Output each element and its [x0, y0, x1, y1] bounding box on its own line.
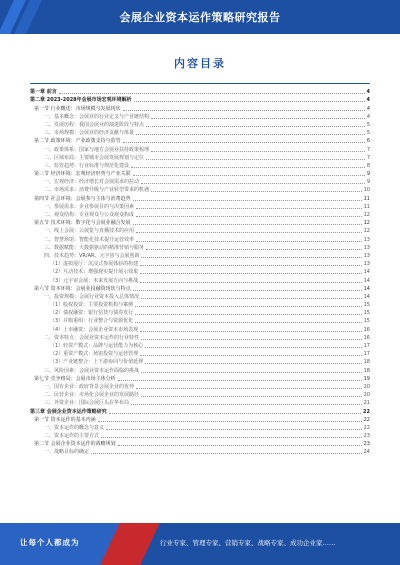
toc-entry[interactable]: [30, 398, 370, 406]
toc-page-number: 13: [363, 252, 370, 259]
toc-page-number: 5: [366, 121, 370, 128]
toc-entry[interactable]: [30, 120, 370, 128]
toc-page-number: 18: [363, 367, 370, 374]
toc-page-number: 11: [363, 203, 370, 210]
toc-page-number: 22: [363, 408, 370, 415]
toc-leader-dots: [106, 429, 362, 430]
toc-page-number: 9: [366, 179, 370, 186]
toc-leader-dots: [59, 93, 365, 94]
toc-page-number: 15: [363, 302, 370, 309]
toc-leader-dots: [91, 453, 362, 454]
toc-entry[interactable]: [30, 415, 370, 423]
toc-leader-dots: [140, 331, 361, 332]
toc-leader-dots: [145, 347, 361, 348]
toc-entry[interactable]: [30, 210, 370, 218]
toc-leader-dots: [131, 167, 365, 168]
toc-divider: [30, 83, 370, 84]
report-title: 会展企业资本运作策略研究报告: [119, 11, 281, 24]
toc-leader-dots: [140, 355, 361, 356]
toc-entry-text: （1）股权投资：主要投资机构与案例: [50, 302, 134, 309]
toc-leader-dots: [140, 273, 361, 274]
toc-leader-dots: [145, 363, 361, 364]
toc-entry[interactable]: [30, 185, 370, 193]
toc-page-number: 10: [363, 187, 370, 194]
toc-entry[interactable]: [30, 292, 370, 300]
toc-entry[interactable]: [30, 349, 370, 357]
toc-entry-text: 第一章 前言: [30, 89, 57, 96]
toc-entry[interactable]: [30, 193, 370, 201]
page-footer: [0, 523, 400, 565]
toc-leader-dots: [141, 298, 362, 299]
toc-entry-text: 一、参展需求：企业参展目的与决策因素: [44, 203, 135, 210]
toc-entry-text: 第六节 资本环境：会展业投融资现状与特点: [34, 285, 131, 292]
toc-page-number: 22: [363, 416, 370, 423]
toc-leader-dots: [135, 314, 361, 315]
toc-page-number: 24: [363, 449, 370, 456]
toc-heading: 内容目录: [174, 57, 226, 70]
toc-entry[interactable]: [30, 275, 370, 283]
toc-entry[interactable]: [30, 447, 370, 455]
toc-page-number: 12: [363, 220, 370, 227]
table-of-contents: [30, 87, 370, 455]
toc-entry-text: 第二节 政策环境：产业政策支持与监管: [34, 138, 121, 145]
toc-entry-text: 第一节 行业概述：市场规模与发展现状: [34, 105, 121, 112]
toc-entry-text: 二、资本特点：会展业资本运作的行业特性: [44, 334, 140, 341]
toc-page-number: 17: [363, 351, 370, 358]
toc-page-number: 16: [363, 326, 370, 333]
toc-entry-text: 一、资本运作的概念与意义: [44, 424, 105, 431]
toc-entry[interactable]: [30, 202, 370, 210]
toc-entry[interactable]: [30, 161, 370, 169]
toc-entry-text: 三、监管趋势：行业标准与规范化建设: [44, 162, 130, 169]
toc-entry-text: 第二章 2023-2028年会展市场宏观环境解析: [30, 97, 132, 104]
toc-page-number: 14: [363, 285, 370, 292]
toc-page-number: 20: [363, 392, 370, 399]
toc-entry[interactable]: [30, 259, 370, 267]
toc-leader-dots: [136, 216, 362, 217]
toc-leader-dots: [135, 306, 361, 307]
toc-entry[interactable]: [30, 144, 370, 152]
toc-entry[interactable]: [30, 284, 370, 292]
toc-entry[interactable]: [30, 390, 370, 398]
toc-page-number: 22: [363, 424, 370, 431]
toc-entry[interactable]: [30, 87, 370, 95]
toc-page-number: 20: [363, 383, 370, 390]
toc-entry[interactable]: [30, 234, 370, 242]
toc-page-number: 5: [366, 130, 370, 137]
toc-leader-dots: [141, 183, 365, 184]
toc-page-number: 13: [363, 261, 370, 268]
toc-entry-text: 第三章 会展企业资本运作策略研究: [30, 408, 107, 415]
toc-entry[interactable]: [30, 365, 370, 373]
toc-entry-text: （3）产业链整合：上下游协同与价值延伸: [50, 359, 144, 366]
toc-page-number: 14: [363, 293, 370, 300]
toc-entry[interactable]: [30, 153, 370, 161]
toc-entry-text: （3）并购重组：行业整合与资源优化: [50, 318, 134, 325]
toc-page-number: 7: [366, 154, 370, 161]
toc-page-number: 16: [363, 334, 370, 341]
toc-leader-dots: [151, 191, 362, 192]
toc-leader-dots: [118, 380, 362, 381]
toc-entry-text: 一、基本概念：会展业的行业定义与产业链结构: [44, 113, 150, 120]
toc-entry[interactable]: [30, 177, 370, 185]
toc-leader-dots: [151, 118, 365, 119]
toc-leader-dots: [98, 421, 362, 422]
toc-page-number: 23: [363, 433, 370, 440]
footer-tags: 行业专家、管理专家、营销专家、战略专家、成功企业家……: [160, 539, 336, 547]
page-header: [0, 0, 400, 34]
toc-entry-text: （1）轻资产模式：品牌与运营能力为核心: [50, 343, 144, 349]
toc-page-number: 12: [363, 212, 370, 218]
toc-entry-text: 三、外资企业：国际会展巨头在华布局: [44, 400, 130, 407]
toc-leader-dots: [146, 126, 365, 127]
toc-entry-text: 一、宏观经济：经济增长对会展需求的拉动: [44, 179, 140, 186]
toc-page-number: 4: [366, 113, 370, 120]
toc-entry[interactable]: [30, 251, 370, 259]
toc-entry[interactable]: [30, 357, 370, 365]
toc-entry-text: 第四节 社会环境：会展参与主体与消费趋势: [34, 195, 131, 202]
toc-entry-text: 一、政策体系：国家与地方会展业扶持政策梳理: [44, 146, 150, 153]
toc-leader-dots: [136, 232, 362, 233]
toc-leader-dots: [136, 241, 362, 242]
toc-leader-dots: [141, 372, 362, 373]
toc-page-number: 4: [366, 105, 370, 112]
toc-leader-dots: [123, 110, 365, 111]
toc-page-number: 21: [363, 400, 370, 407]
toc-page-number: 9: [366, 171, 370, 178]
toc-leader-dots: [101, 437, 362, 438]
toc-entry-text: （2）债权融资：银行信贷与债券发行: [50, 310, 134, 317]
toc-entry-text: 一、线上会展：云展览与直播技术的应用: [44, 228, 135, 235]
toc-page-number: 19: [363, 375, 370, 382]
toc-leader-dots: [141, 339, 362, 340]
toc-entry[interactable]: [30, 333, 370, 341]
toc-leader-dots: [140, 265, 361, 266]
toc-entry[interactable]: [30, 439, 370, 447]
toc-entry-text: 二、智慧场馆：智能化技术提升运营效率: [44, 236, 135, 243]
toc-leader-dots: [135, 322, 361, 323]
toc-page-number: 6: [366, 138, 370, 145]
toc-entry[interactable]: [30, 406, 370, 414]
toc-page-number: 15: [363, 318, 370, 325]
toc-entry[interactable]: [30, 128, 370, 136]
toc-entry[interactable]: [30, 95, 370, 103]
toc-entry[interactable]: [30, 169, 370, 177]
toc-page-number: 15: [363, 310, 370, 317]
toc-leader-dots: [151, 151, 365, 152]
toc-entry-text: 二、民营企业：市场化会展企业的发展路径: [44, 392, 140, 399]
toc-page-number: 17: [363, 343, 370, 349]
toc-leader-dots: [133, 175, 365, 176]
toc-entry-text: 三、风险因素：会展业资本运作面临的挑战: [44, 367, 140, 374]
toc-entry[interactable]: [30, 112, 370, 120]
toc-entry-text: 第一节 资本运作的基本内涵: [34, 416, 96, 423]
toc-leader-dots: [123, 142, 365, 143]
toc-entry-text: （2）重资产模式：场馆投资与运营管理: [50, 351, 139, 358]
toc-entry-text: 二、观众结构：专业观众与公众观众构成: [44, 212, 135, 218]
toc-entry-text: 二、区域布局：主要城市会展发展规划与定位: [44, 154, 145, 161]
toc-leader-dots: [136, 208, 362, 209]
toc-page-number: 18: [363, 359, 370, 366]
toc-entry-text: 第七节 竞争格局：会展市场主体分析: [34, 375, 116, 382]
toc-page-number: 12: [363, 228, 370, 235]
toc-entry-text: （1）虚拟展厅：沉浸式参展体验的构建: [50, 261, 139, 268]
toc-entry[interactable]: [30, 316, 370, 324]
toc-leader-dots: [136, 388, 362, 389]
toc-entry-text: 二、发展历程：我国会展业的演进阶段与特点: [44, 121, 145, 128]
toc-page-number: 8: [366, 162, 370, 169]
toc-leader-dots: [133, 224, 362, 225]
toc-entry[interactable]: [30, 382, 370, 390]
toc-entry[interactable]: [30, 341, 370, 349]
toc-page-number: 11: [363, 195, 370, 202]
toc-leader-dots: [146, 159, 365, 160]
toc-entry[interactable]: [30, 218, 370, 226]
toc-entry-text: 二、市场需求：消费升级与产业转型带来的机遇: [44, 187, 150, 194]
toc-entry[interactable]: [30, 374, 370, 382]
toc-entry[interactable]: [30, 300, 370, 308]
toc-leader-dots: [118, 445, 362, 446]
toc-entry-text: 第三节 经济环境：宏观经济形势与产业关联: [34, 171, 131, 178]
toc-entry-text: （2）互动技术：增强现实提升展示效果: [50, 269, 139, 276]
toc-entry-text: （3）元宇宙会展：未来发展方向与挑战: [50, 277, 139, 284]
toc-entry-text: （4）上市融资：会展企业资本市场表现: [50, 326, 139, 333]
toc-leader-dots: [136, 134, 365, 135]
toc-leader-dots: [131, 404, 362, 405]
toc-entry-text: 三、数据赋能：大数据驱动的精准营销与服务: [44, 244, 145, 251]
toc-entry-text: 第五节 技术环境：数字化与会展业融合发展: [34, 220, 131, 227]
footer-slogan: 让每个人都成为: [20, 538, 80, 547]
toc-entry-text: 一、战略目标的确定: [44, 449, 90, 456]
toc-page-number: 7: [366, 146, 370, 153]
toc-entry-text: 第二节 会展企业资本运作的战略规划: [34, 441, 116, 448]
toc-leader-dots: [140, 282, 361, 283]
toc-leader-dots: [146, 249, 362, 250]
toc-entry[interactable]: [30, 431, 370, 439]
toc-page-number: 14: [363, 277, 370, 284]
toc-leader-dots: [133, 200, 362, 201]
toc-entry-text: 三、市场规模：会展业的经济贡献与体量: [44, 130, 135, 137]
toc-entry-text: 一、投资规模：会展行业资本投入总体情况: [44, 293, 140, 300]
toc-page-number: 13: [363, 236, 370, 243]
toc-entry[interactable]: [30, 423, 370, 431]
toc-entry[interactable]: [30, 243, 370, 251]
toc-entry[interactable]: [30, 103, 370, 111]
toc-entry-text: 四、技术趋势：VR/AR、元宇宙与会展创新: [44, 252, 140, 259]
toc-entry[interactable]: [30, 136, 370, 144]
toc-entry[interactable]: [30, 324, 370, 332]
toc-leader-dots: [134, 101, 365, 102]
toc-page-number: 4: [366, 89, 370, 96]
toc-leader-dots: [141, 257, 361, 258]
toc-entry[interactable]: [30, 267, 370, 275]
toc-page-number: 23: [363, 441, 370, 448]
toc-page-number: 13: [363, 244, 370, 251]
toc-entry-text: 二、资本运作的主要方式: [44, 433, 100, 440]
toc-leader-dots: [109, 413, 361, 414]
toc-page-number: 14: [363, 269, 370, 276]
toc-page-number: 4: [366, 97, 370, 104]
toc-leader-dots: [133, 290, 362, 291]
toc-entry[interactable]: [30, 308, 370, 316]
toc-entry[interactable]: [30, 226, 370, 234]
toc-entry-text: 一、国有企业：政府背景会展企业的优势: [44, 383, 135, 390]
toc-leader-dots: [141, 396, 362, 397]
